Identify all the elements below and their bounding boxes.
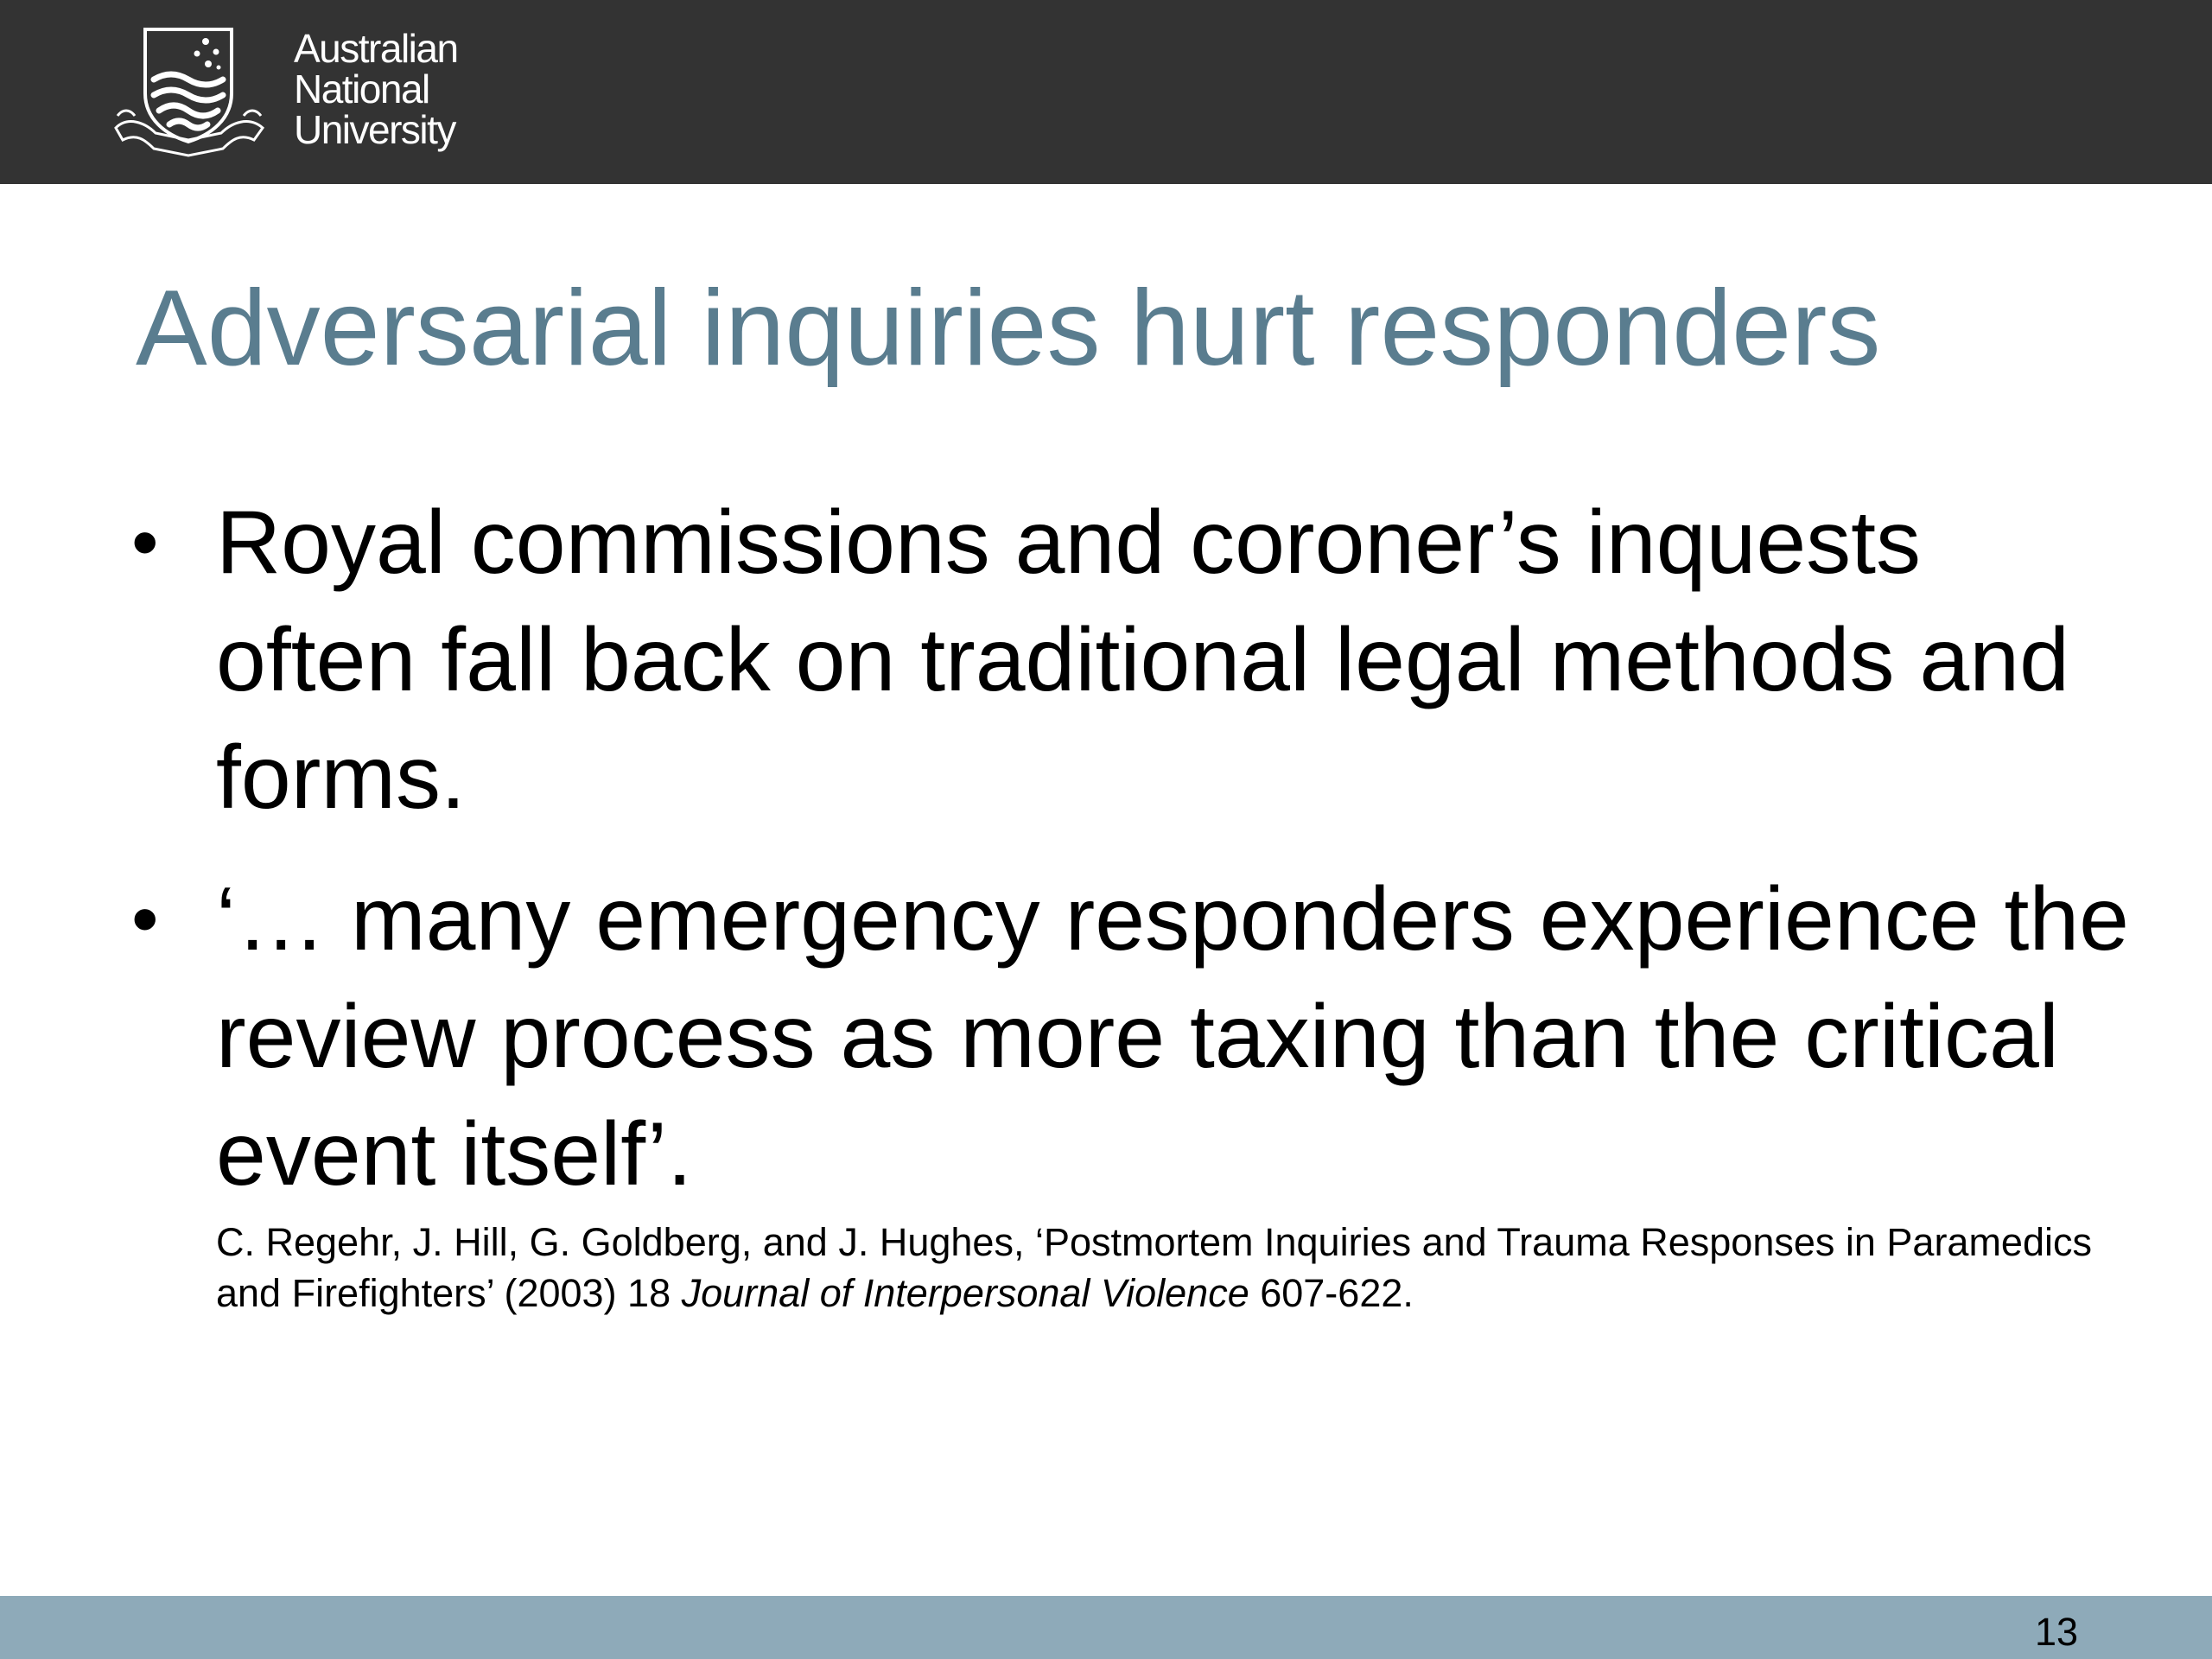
citation-journal: Journal of Interpersonal Violence xyxy=(681,1271,1249,1315)
bullet-text: ‘… many emergency responders experience the review process as more taxing than the critical event itself’. xyxy=(216,869,2130,1205)
page-number: 13 xyxy=(2034,1610,2078,1654)
university-crest-icon xyxy=(111,26,270,160)
slide-title: Adversarial inquiries hurt responders xyxy=(136,269,1881,388)
bullet-list xyxy=(130,484,2143,1319)
logo-line-2: National xyxy=(294,67,429,111)
bullet-item-2 xyxy=(130,861,2143,1319)
logo-wordmark xyxy=(294,26,458,152)
bullet-marker: • xyxy=(131,499,159,586)
citation xyxy=(216,1217,2143,1319)
bullet-marker: • xyxy=(131,876,159,963)
bullet-text: Royal commissions and coroner’s inquests often fall back on traditional legal methods and forms. xyxy=(216,493,2069,828)
citation-pages: 607-622. xyxy=(1249,1271,1414,1315)
logo-line-1: Australian xyxy=(294,26,458,71)
citation-authors-title: C. Regehr, J. Hill, G. Goldberg, and J. Hughes, ‘Postmortem Inquiries and Trauma Responses in Paramedics and Firefighters’ (2003) 18 xyxy=(216,1220,2092,1315)
anu-logo xyxy=(111,26,491,160)
bullet-item-1 xyxy=(130,484,2143,836)
header-bar xyxy=(0,0,2212,184)
footer-bar xyxy=(0,1596,2212,1659)
logo-line-3: University xyxy=(294,107,455,152)
